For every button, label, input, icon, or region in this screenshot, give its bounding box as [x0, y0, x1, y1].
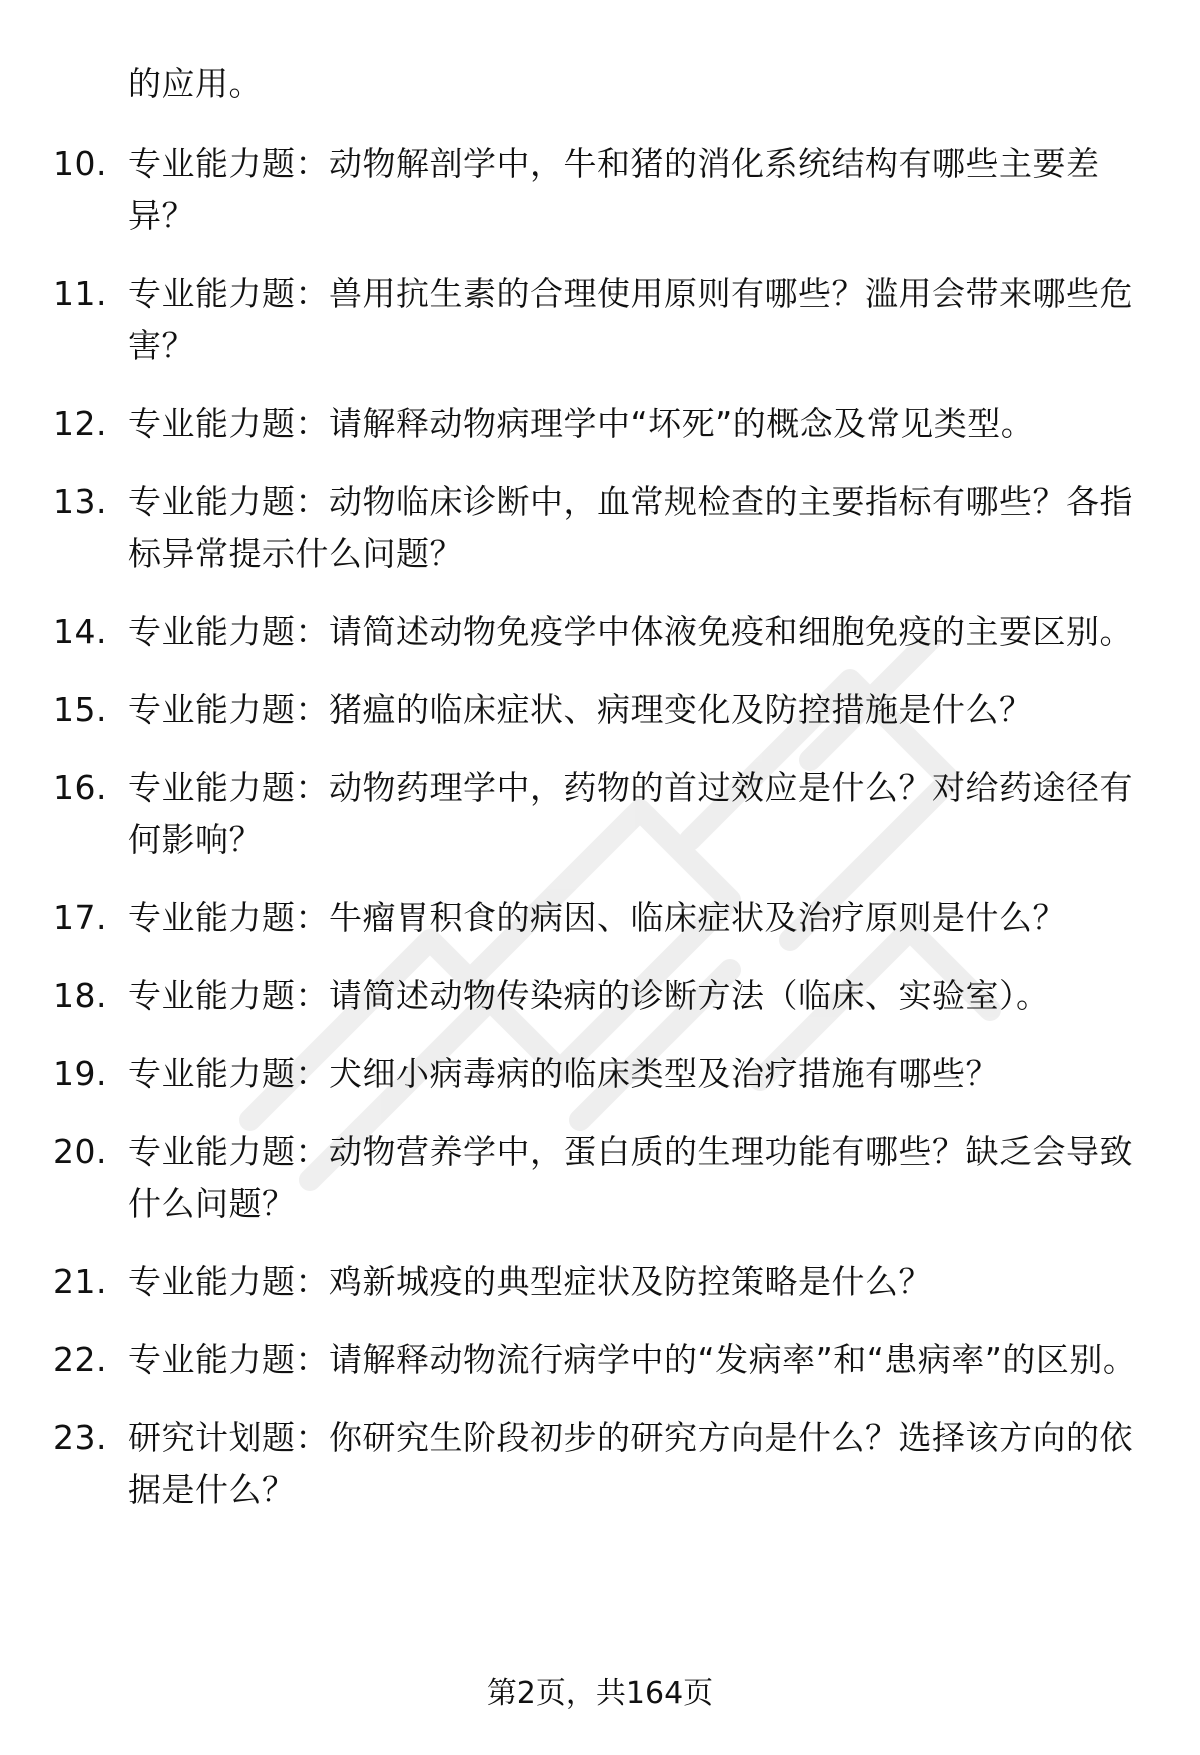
question-number: 22. — [53, 1340, 107, 1379]
list-item — [0, 1048, 1200, 1100]
list-item — [0, 138, 1200, 242]
question-number: 14. — [53, 612, 107, 651]
question-number: 21. — [53, 1262, 107, 1301]
question-number: 18. — [53, 976, 107, 1015]
list-item — [0, 1256, 1200, 1308]
list-item — [0, 268, 1200, 372]
question-text: 专业能力题：鸡新城疫的典型症状及防控策略是什么？ — [128, 1262, 932, 1301]
question-text: 专业能力题：动物临床诊断中，血常规检查的主要指标有哪些？各指标异常提示什么问题？ — [128, 482, 1133, 573]
list-item — [0, 970, 1200, 1022]
question-text: 专业能力题：请解释动物病理学中“坏死”的概念及常见类型。 — [128, 404, 1035, 443]
page-footer: 第2页，共164页 — [486, 1676, 714, 1711]
list-item — [0, 476, 1200, 580]
question-number: 19. — [53, 1054, 107, 1093]
question-number: 23. — [53, 1418, 107, 1457]
question-number: 16. — [53, 768, 107, 807]
question-text: 专业能力题：犬细小病毒病的临床类型及治疗措施有哪些？ — [128, 1054, 999, 1093]
question-number: 10. — [53, 144, 107, 183]
question-number: 12. — [53, 404, 107, 443]
list-item — [0, 1334, 1200, 1386]
list-item — [0, 762, 1200, 866]
list-item — [0, 398, 1200, 450]
question-text: 专业能力题：动物药理学中，药物的首过效应是什么？对给药途径有何影响？ — [128, 768, 1133, 859]
carryover-text: 的应用。 — [128, 64, 262, 103]
question-list — [0, 138, 1200, 1542]
question-text: 专业能力题：动物营养学中，蛋白质的生理功能有哪些？缺乏会导致什么问题？ — [128, 1132, 1133, 1223]
question-text: 专业能力题：动物解剖学中，牛和猪的消化系统结构有哪些主要差异？ — [128, 144, 1100, 235]
question-number: 13. — [53, 482, 107, 521]
question-text: 专业能力题：请简述动物免疫学中体液免疫和细胞免疫的主要区别。 — [128, 612, 1133, 651]
question-text: 研究计划题：你研究生阶段初步的研究方向是什么？选择该方向的依据是什么？ — [128, 1418, 1133, 1509]
question-number: 20. — [53, 1132, 107, 1171]
question-text: 专业能力题：请简述动物传染病的诊断方法（临床、实验室）。 — [128, 976, 1050, 1015]
list-item — [0, 1412, 1200, 1516]
list-item — [0, 892, 1200, 944]
list-item — [0, 1126, 1200, 1230]
question-number: 17. — [53, 898, 107, 937]
question-text: 专业能力题：兽用抗生素的合理使用原则有哪些？滥用会带来哪些危害？ — [128, 274, 1133, 365]
question-number: 15. — [53, 690, 107, 729]
question-text: 专业能力题：请解释动物流行病学中的“发病率”和“患病率”的区别。 — [128, 1340, 1137, 1379]
list-item — [0, 684, 1200, 736]
question-text: 专业能力题：牛瘤胃积食的病因、临床症状及治疗原则是什么？ — [128, 898, 1066, 937]
question-number: 11. — [53, 274, 107, 313]
question-text: 专业能力题：猪瘟的临床症状、病理变化及防控措施是什么？ — [128, 690, 1033, 729]
list-item — [0, 606, 1200, 658]
